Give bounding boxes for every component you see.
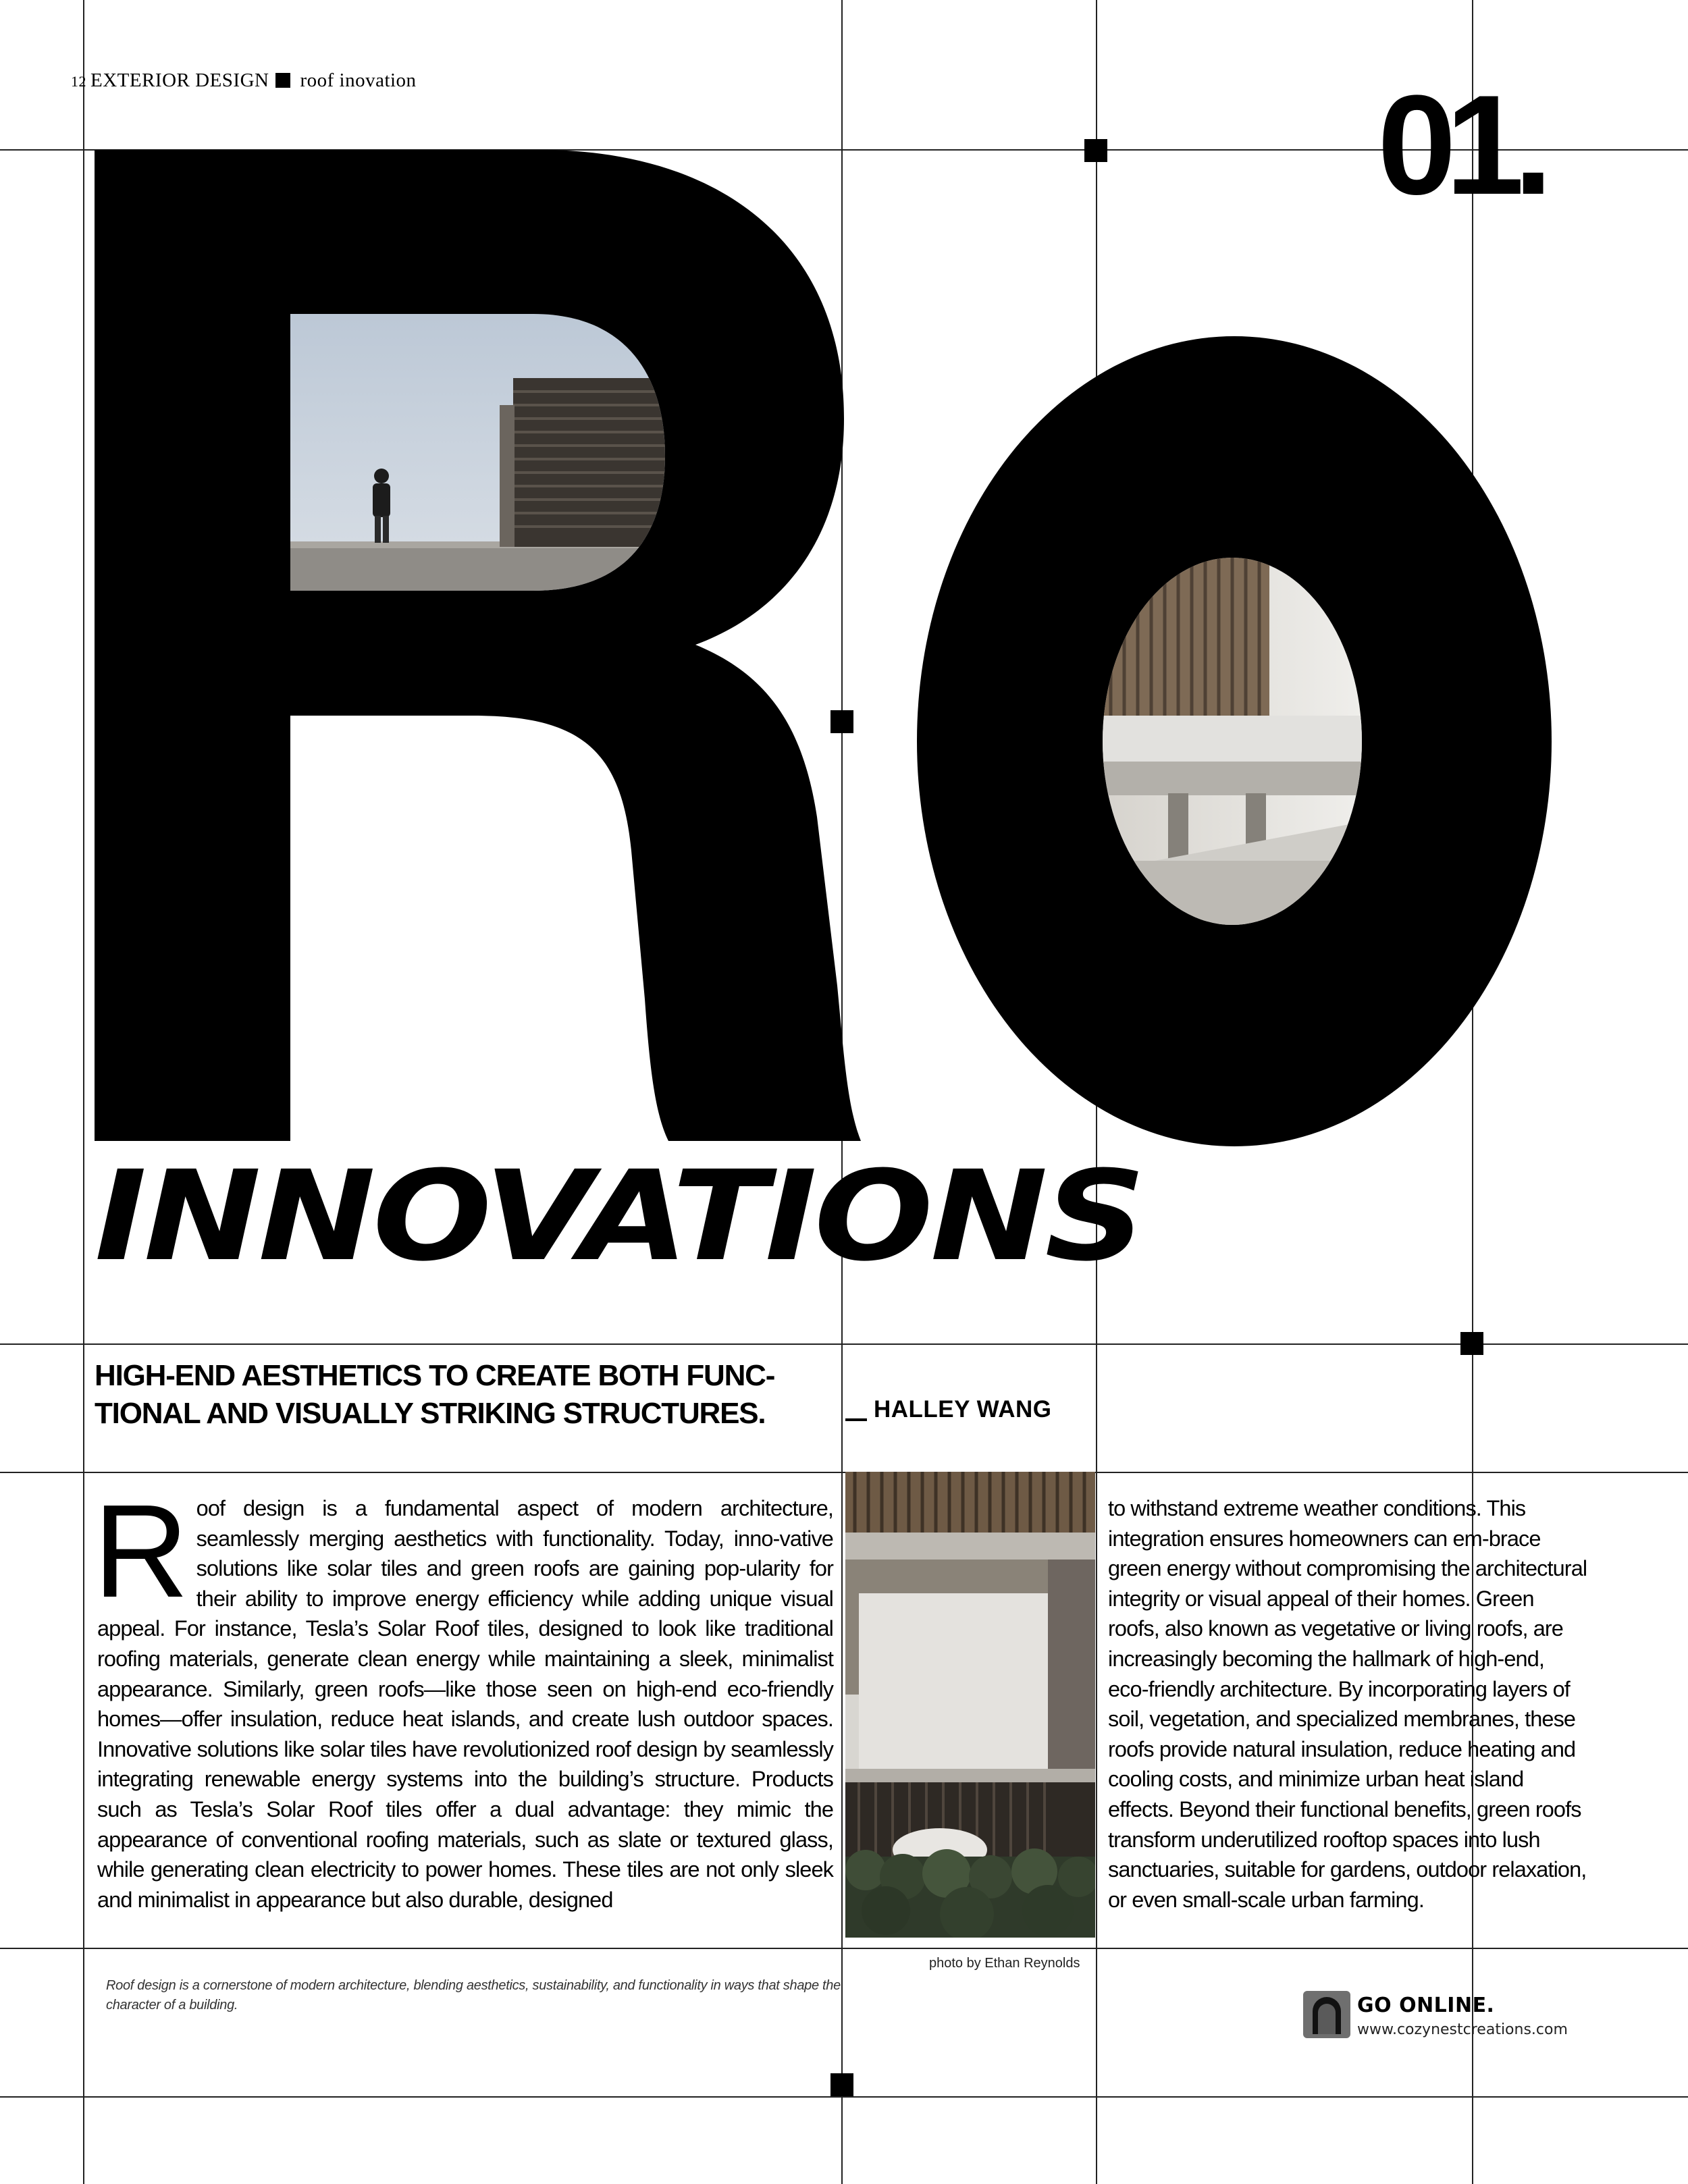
author-name: HALLEY WANG bbox=[874, 1396, 1052, 1422]
headline-word: INNOVATIONS bbox=[95, 1144, 1143, 1289]
grid-marker-square bbox=[830, 2073, 853, 2096]
issue-number: 01. bbox=[1377, 65, 1542, 224]
author-byline bbox=[845, 1396, 1051, 1423]
grid-line-horizontal bbox=[0, 2096, 1688, 2098]
article-column-left bbox=[93, 1477, 833, 1915]
grid-line-horizontal bbox=[0, 1343, 1688, 1345]
article-photo bbox=[845, 1472, 1095, 1938]
section-title: EXTERIOR DESIGN bbox=[90, 70, 269, 91]
photo-rooftop-figure bbox=[290, 314, 668, 594]
deck-subheading: HIGH-END AESTHETICS TO CREATE BOTH FUNC-TIONAL AND VISUALLY STRIKING STRUCTURES. bbox=[95, 1359, 775, 1430]
page-number: 12 bbox=[71, 73, 86, 90]
grid-line-horizontal bbox=[0, 1948, 1688, 1949]
archway-logo-icon bbox=[1303, 1991, 1350, 2038]
grid-line-horizontal bbox=[0, 1472, 1688, 1473]
article-column-right: to withstand extreme weather conditions. This integration ensures homeowners can em-brace green energy without compromising the architectural integrity or visual appeal of their homes. Green roofs, also known as vegetative or living roofs, are increasingly becoming the hallmark of high-end, eco-friendly architecture. By incorporating layers of soil, vegetation, and specialized membranes, these roofs provide natural insulation, reduce heating and cooling costs, and minimize urban heat island effects. Beyond their functional benefits, green roofs transform underutilized rooftop spaces into lush sanctuaries, suitable for gardens, outdoor relaxation, or even small-scale urban farming. bbox=[1108, 1496, 1587, 1912]
photo-credit: photo by Ethan Reynolds bbox=[929, 1956, 1080, 1971]
website-link[interactable]: www.cozynestcreations.com bbox=[1357, 2021, 1568, 2038]
article-text-left: oof design is a fundamental aspect of modern architecture, seamlessly merging aesthetics with functionality. Today, inno-vative solutions like solar tiles and green roofs are gaining pop-ularity for their ability to improve energy efficiency while adding unique visual appeal. For instance, Tesla’s Solar Roof tiles, designed to look like traditional roofing materials, generate clean energy while maintaining a sleek, minimalist appearance. Similarly, green roofs—like those seen on high-end eco-friendly homes—offer insulation, reduce heat islands, and create lush outdoor spaces. Innovative solutions like solar tiles have revolutionized roof design by seamlessly integrating renewable energy systems into the building’s structure. Products such as Tesla’s Solar Roof tiles offer a dual advantage: they mimic the appearance of conventional roofing materials, such as slate or textured glass, while generating clean electricity to power homes. These tiles are not only sleek and minimalist in appearance but also durable, designed bbox=[97, 1496, 833, 1912]
go-online-label: GO ONLINE. bbox=[1357, 1994, 1495, 2017]
grid-marker-square bbox=[1460, 1332, 1483, 1355]
subsection-title: roof inovation bbox=[300, 70, 417, 91]
drop-cap: R bbox=[93, 1477, 188, 1625]
byline-dash bbox=[845, 1418, 867, 1421]
letter-r bbox=[95, 150, 861, 1141]
photo-caption: Roof design is a cornerstone of modern architecture, blending aesthetics, sustainability, and functionality in ways that shape the character of a building. bbox=[106, 1978, 841, 2013]
